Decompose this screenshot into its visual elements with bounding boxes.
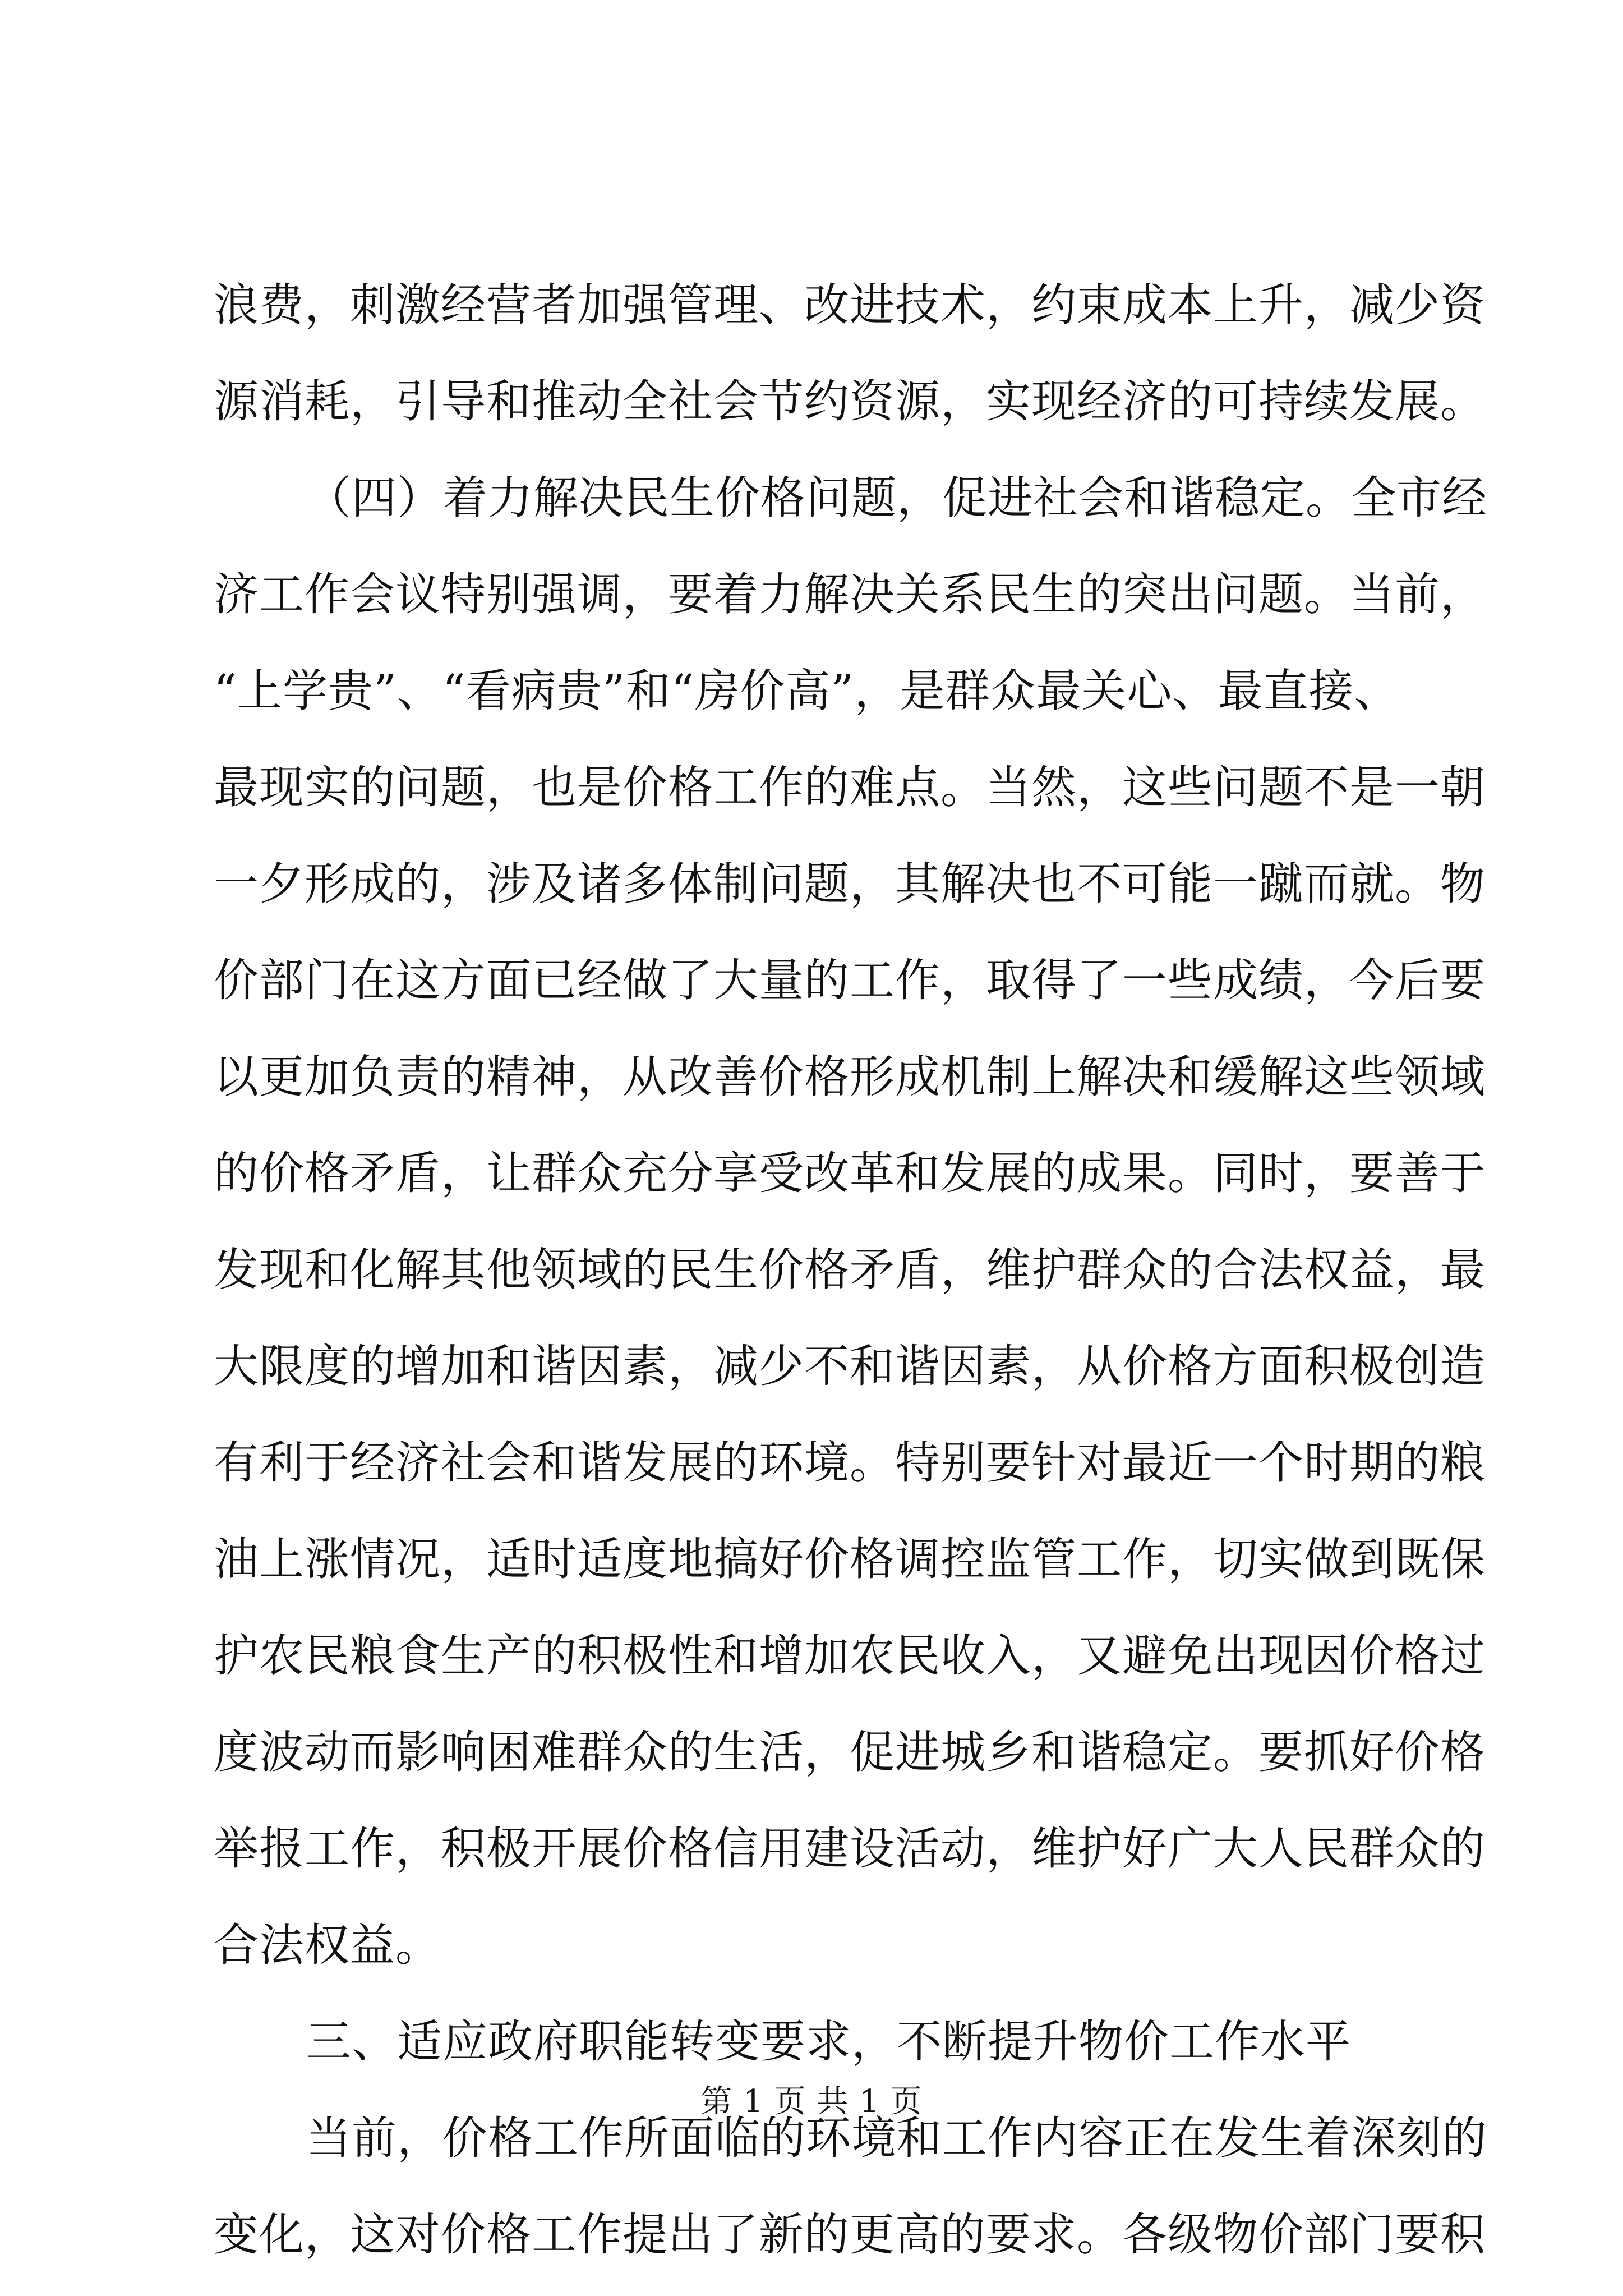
text-line: 举报工作，积极开展价格信用建设活动，维护好广大人民群众的 <box>214 1823 1486 1875</box>
text-line: 当前，价格工作所面临的环境和工作内容正在发生着深刻的 <box>306 2112 1487 2164</box>
text-line: 以更加负责的精神，从改善价格形成机制上解决和缓解这些领域 <box>214 1051 1486 1103</box>
text-line: 价部门在这方面已经做了大量的工作，取得了一些成绩，今后要 <box>214 954 1486 1006</box>
text-line: 合法权益。 <box>214 1919 441 1971</box>
text-line: 最现实的问题，也是价格工作的难点。当然，这些问题不是一朝 <box>214 761 1486 813</box>
text-line: 济工作会议特别强调，要着力解决关系民生的突出问题。当前， <box>214 568 1486 620</box>
document-body <box>214 257 1487 2283</box>
text-line: 油上涨情况，适时适度地搞好价格调控监管工作，切实做到既保 <box>214 1533 1486 1585</box>
text-line: 的价格矛盾，让群众充分享受改革和发展的成果。同时，要善于 <box>214 1147 1486 1199</box>
text-line: 变化，这对价格工作提出了新的更高的要求。各级物价部门要积 <box>214 2208 1486 2261</box>
text-line: 有利于经济社会和谐发展的环境。特别要针对最近一个时期的粮 <box>214 1437 1486 1489</box>
text-line: 一夕形成的，涉及诸多体制问题，其解决也不可能一蹴而就。物 <box>214 858 1486 910</box>
text-line: 度波动而影响困难群众的生活，促进城乡和谐稳定。要抓好价格 <box>214 1726 1486 1778</box>
text-line: 源消耗，引导和推动全社会节约资源，实现经济的可持续发展。 <box>214 375 1486 427</box>
text-line: “上学贵”、“看病贵”和“房价高”，是群众最关心、最直接、 <box>214 665 1400 717</box>
text-line: 大限度的增加和谐因素，减少不和谐因素，从价格方面积极创造 <box>214 1340 1486 1392</box>
text-line: 发现和化解其他领域的民生价格矛盾，维护群众的合法权益，最 <box>214 1244 1486 1296</box>
text-line: （四）着力解决民生价格问题，促进社会和谐稳定。全市经 <box>306 472 1487 524</box>
page-number-footer: 第 1 页 共 1 页 <box>700 2083 923 2120</box>
section-heading: 三、适应政府职能转变要求，不断提升物价工作水平 <box>306 2016 1351 2068</box>
text-line: 浪费，刺激经营者加强管理、改进技术，约束成本上升，减少资 <box>214 279 1486 331</box>
text-line: 护农民粮食生产的积极性和增加农民收入，又避免出现因价格过 <box>214 1630 1486 1682</box>
